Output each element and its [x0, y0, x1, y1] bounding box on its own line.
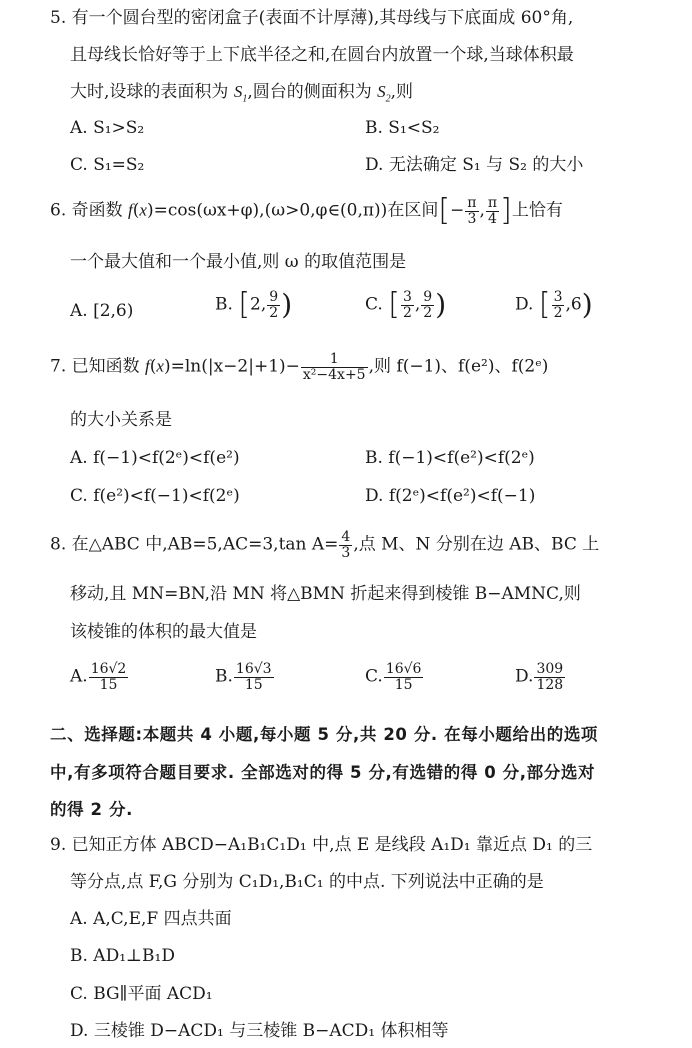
q5-option-a: A. S₁>S₂: [70, 118, 145, 138]
q8-line3: 该棱锥的体积的最大值是: [70, 622, 257, 642]
q9-option-a: A. A,C,E,F 四点共面: [70, 909, 232, 929]
q7-line1-c: ,则 f(−1)、f(e²)、f(2ᵉ): [368, 356, 549, 377]
q9-line2: 等分点,点 F,G 分别为 C₁D₁,B₁C₁ 的中点. 下列说法中正确的是: [70, 872, 544, 892]
q7-option-d: D. f(2ᵉ)<f(e²)<f(−1): [365, 486, 536, 506]
q7-option-c: C. f(e²)<f(−1)<f(2ᵉ): [70, 486, 240, 506]
q7-line1: 7. 已知函数 f(x)=ln(|x−2|+1)− $\frac{1}{\text{x²−4x+5}}$ ,则 f(−1)、f(e²)、f(2ᵉ): [50, 351, 549, 383]
q7-line1-a: 7. 已知函数: [50, 356, 146, 377]
q7-line2: 的大小关系是: [70, 410, 172, 430]
q7-option-b: B. f(−1)<f(e²)<f(2ᵉ): [365, 448, 535, 468]
interval-close-bracket: ]: [500, 193, 512, 229]
fx-symbol: f: [145, 356, 150, 376]
interval-open-bracket: [: [438, 193, 451, 229]
q5-line3-b: ,圆台的侧面积为: [247, 82, 378, 102]
q8-line1-b: ,点 M、N 分别在边 AB、BC 上: [353, 534, 600, 555]
section2-line3: 的得 2 分.: [50, 800, 133, 819]
q9-option-b: B. AD₁⊥B₁D: [70, 946, 175, 966]
q5-option-b: B. S₁<S₂: [365, 118, 440, 138]
q8-line1-a: 8. 在△ABC 中,AB=5,AC=3,tan A=: [50, 534, 339, 555]
section2-line1: 二、选择题:本题共 4 小题,每小题 5 分,共 20 分. 在每小题给出的选项: [50, 725, 599, 744]
q5-line3-a: 大时,设球的表面积为: [70, 82, 234, 102]
q6-option-c: C. [ $\frac{3}{2}$ , $\frac{9}{2}$ ): [365, 287, 447, 323]
q6-line1: 6. 奇函数 f(x)=cos(ωx+φ),(ω>0,φ∈(0,π))在区间[− $\frac{\pi}{3}$ , $\frac{\pi}{4}$ ]上恰有: [50, 193, 563, 229]
q6-line1-b: =cos(ωx+φ),(ω>0,φ∈(0,π))在区间: [153, 200, 439, 221]
q5-line3: [70, 82, 414, 105]
q9-option-d: D. 三棱锥 D−ACD₁ 与三棱锥 B−ACD₁ 体积相等: [70, 1021, 449, 1041]
q7-option-a: A. f(−1)<f(2ᵉ)<f(e²): [70, 448, 240, 468]
q7-fraction: $\frac{1}{\text{x²−4x+5}}$: [302, 351, 366, 383]
q8-option-c: C. $\frac{16√6}{15}$: [365, 661, 422, 693]
q5-line2: 且母线长恰好等于上下底半径之和,在圆台内放置一个球,当球体积最: [70, 45, 574, 65]
q9-line1: 9. 已知正方体 ABCD−A₁B₁C₁D₁ 中,点 E 是线段 A₁D₁ 靠近点 D₁ 的三: [50, 835, 593, 855]
section2-line2: 中,有多项符合题目要求. 全部选对的得 5 分,有选错的得 0 分,部分选对: [50, 763, 596, 782]
tan-fraction: $\frac{4}{3}$: [341, 529, 351, 561]
q6-option-b: B. [2, $\frac{9}{2}$ ): [215, 287, 293, 323]
q8-line1: [50, 530, 599, 560]
q6-line1-c: 上恰有: [511, 200, 563, 221]
q8-option-b: B. $\frac{16√3}{15}$: [215, 661, 272, 693]
q5-line1: 5. 有一个圆台型的密闭盒子(表面不计厚薄),其母线与下底面成 60°角,: [50, 8, 574, 28]
q9-option-c: C. BG∥平面 ACD₁: [70, 984, 213, 1004]
s2-symbol: $S_2$: [377, 82, 391, 105]
pi-over-4: $\frac{\pi}{4}$: [487, 195, 498, 227]
q8-option-a: A. $\frac{16√2}{15}$: [70, 661, 127, 693]
q7-line1-b: =ln(|x−2|+1)−: [170, 356, 300, 377]
neg-pi-over-3: $\frac{\pi}{3}$: [467, 195, 477, 227]
q6-option-d: D. [ $\frac{3}{2}$ ,6): [515, 287, 593, 323]
s1-symbol: $S_1$: [233, 82, 248, 105]
q5-line3-c: ,则: [390, 82, 414, 102]
q5-option-c: C. S₁=S₂: [70, 155, 145, 175]
q5-option-d: D. 无法确定 S₁ 与 S₂ 的大小: [365, 155, 584, 175]
q8-line2: 移动,且 MN=BN,沿 MN 将△BMN 折起来得到棱锥 B−AMNC,则: [70, 584, 581, 604]
q6-option-a: A. [2,6): [70, 301, 134, 321]
fx-symbol: f: [128, 200, 133, 220]
q8-option-d: D. $\frac{309}{128}$: [515, 661, 564, 693]
q6-line2: 一个最大值和一个最小值,则 ω 的取值范围是: [70, 252, 407, 272]
q6-line1-a: 6. 奇函数: [50, 200, 129, 221]
